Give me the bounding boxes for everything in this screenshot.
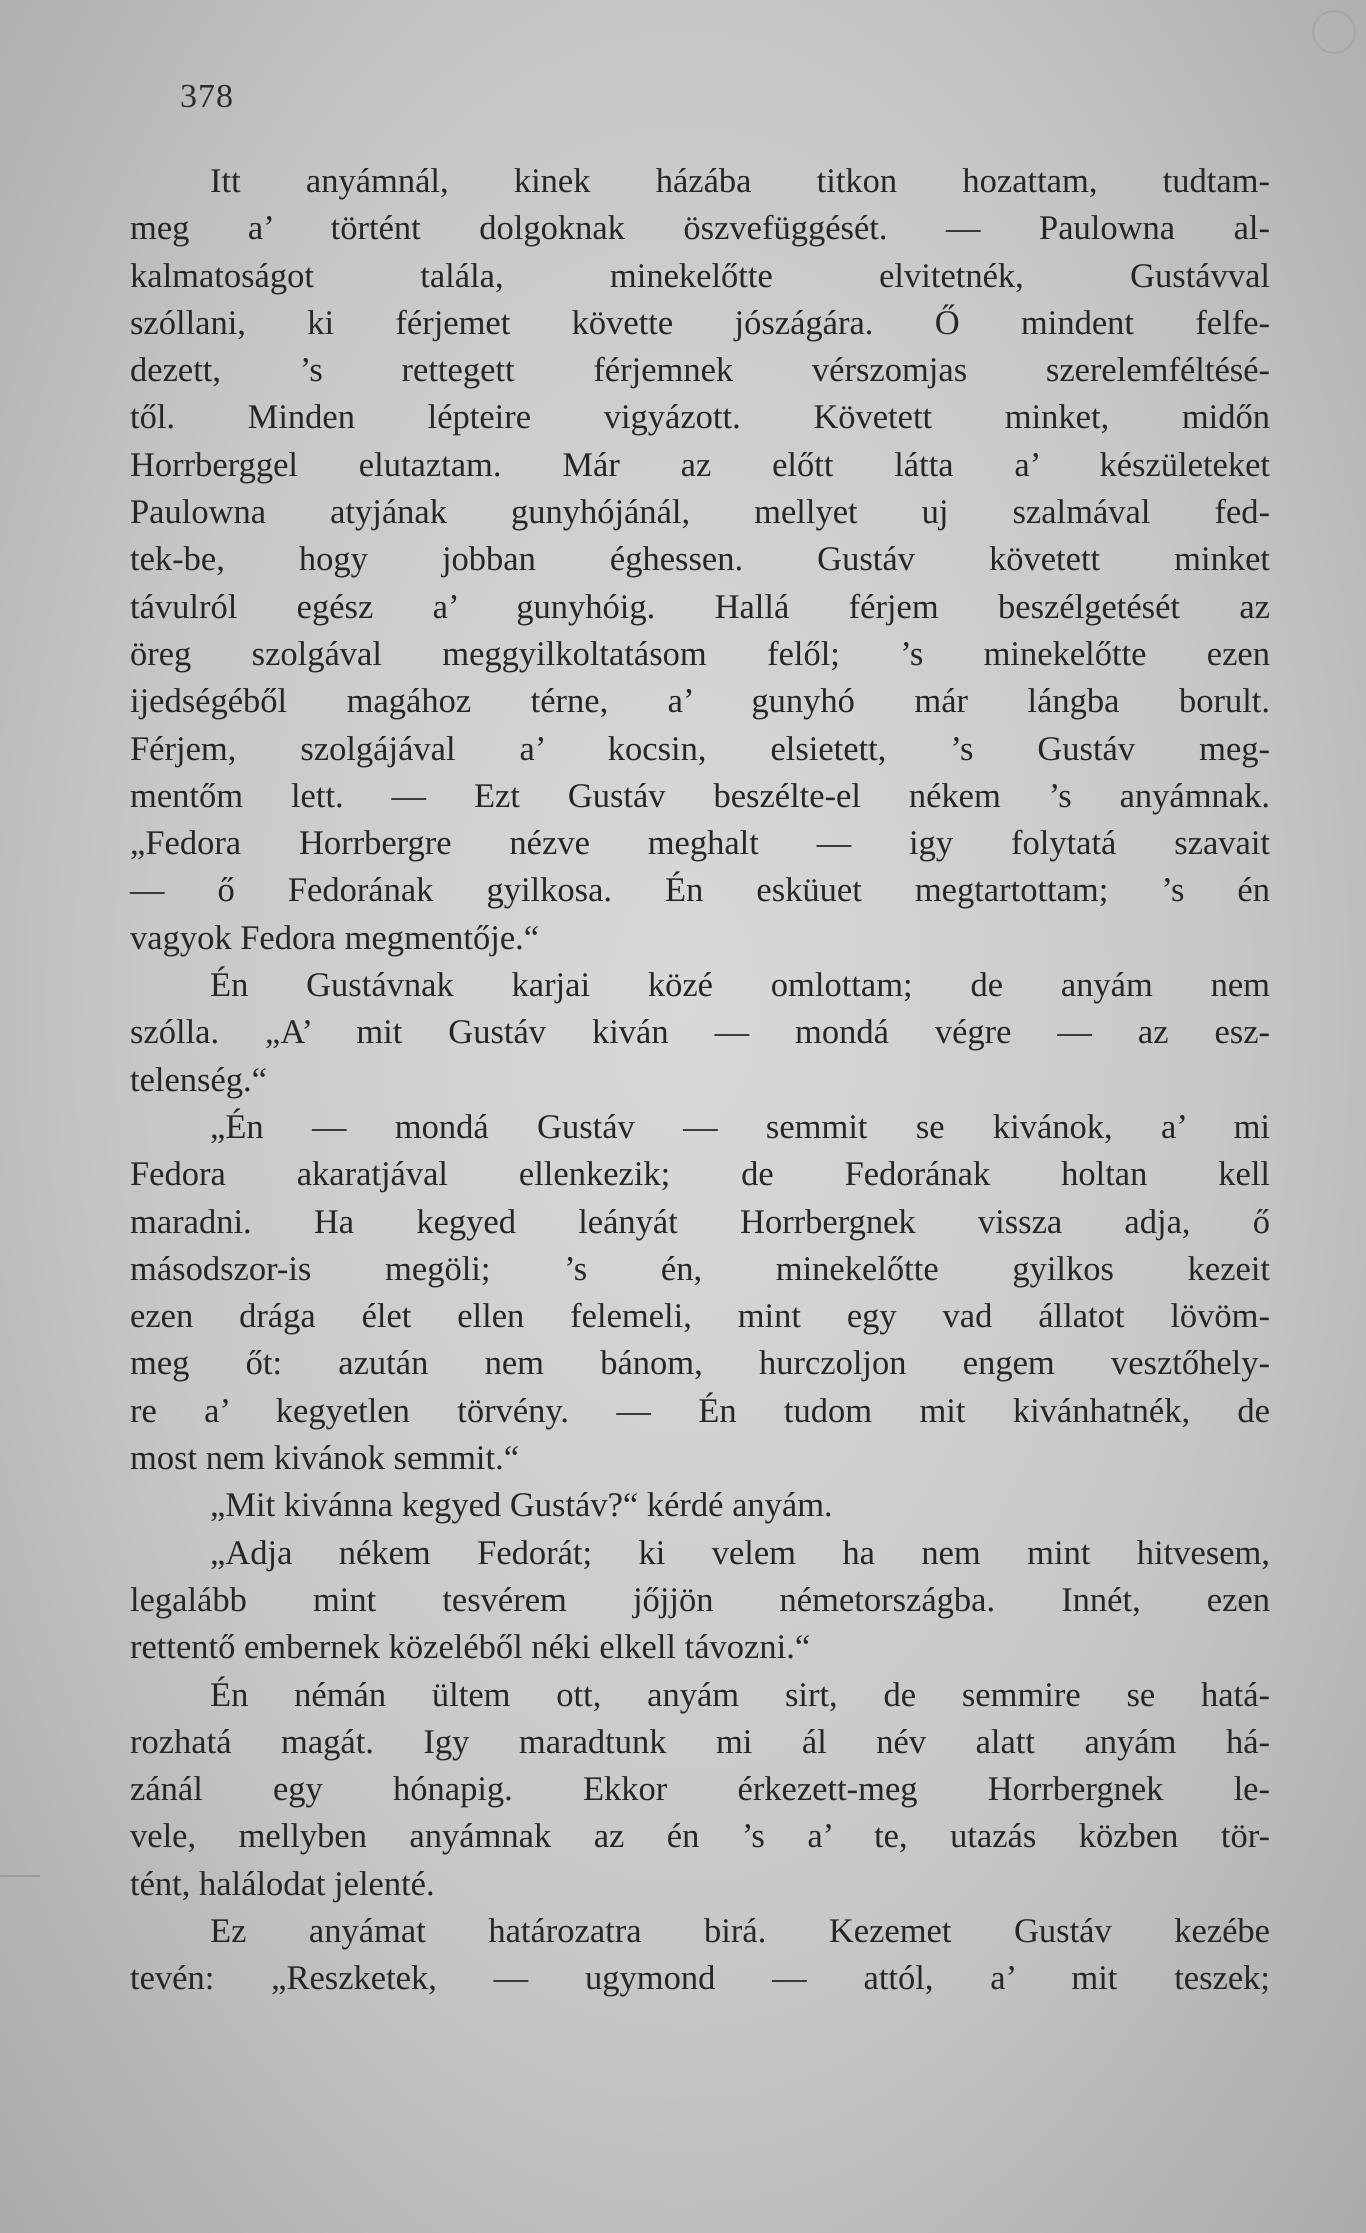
text-line: zánál egy hónapig. Ekkor érkezett-meg Horrbergnek le- [130,1770,1270,1809]
text-line: tevén: „Reszketek, — ugymond — attól, a’ mit teszek; [130,1959,1270,1998]
text-line: Ez anyámat határozatra birá. Kezemet Gustáv kezébe [210,1911,1270,1950]
text-line: Én némán ültem ott, anyám sirt, de semmire se hatá- [210,1675,1270,1714]
text-line: re a’ kegyetlen törvény. — Én tudom mit kivánhatnék, de [130,1391,1270,1430]
text-line: meg a’ történt dolgoknak öszvefüggését. — Paulowna al- [130,209,1270,248]
text-line: Itt anyámnál, kinek házába titkon hozattam, tudtam- [210,162,1270,200]
text-line: „Fedora Horrbergre nézve meghalt — igy folytatá szavait [130,824,1270,863]
text-line: rettentő embernek közeléből néki elkell távozni.“ [130,1628,811,1667]
text-line: Én Gustávnak karjai közé omlottam; de anyám nem [210,966,1270,1005]
text-line: meg őt: azután nem bánom, hurczoljon engem vesztőhely- [130,1344,1270,1383]
text-line: Fedora akaratjával ellenkezik; de Fedorának holtan kell [130,1155,1270,1194]
text-line: ezen drága élet ellen felemeli, mint egy vad állatot lövöm- [130,1297,1270,1336]
text-line: vagyok Fedora megmentője.“ [130,918,540,957]
margin-mark [0,1875,40,1877]
text-line: Paulowna atyjának gunyhójánál, mellyet uj szalmával fed- [130,493,1270,532]
text-line: vele, mellyben anyámnak az én ’s a’ te, utazás közben tör- [130,1817,1270,1856]
text-line: — ő Fedorának gyilkosa. Én esküuet megtartottam; ’s én [130,871,1270,910]
text-line: tek-be, hogy jobban éghessen. Gustáv követett minket [130,540,1270,579]
text-line: távulról egész a’ gunyhóig. Hallá férjem beszélgetését az [130,587,1270,626]
text-line: tént, halálodat jelenté. [130,1864,435,1903]
text-line: most nem kivánok semmit.“ [130,1439,520,1478]
text-line: dezett, ’s rettegett férjemnek vérszomjas szerelemféltésé- [130,351,1270,390]
text-line: maradni. Ha kegyed leányát Horrbergnek vissza adja, ő [130,1202,1270,1241]
text-line: „Mit kivánna kegyed Gustáv?“ kérdé anyám. [210,1486,833,1525]
text-line: Horrberggel elutaztam. Már az előtt látta a’ készületeket [130,445,1270,484]
text-line: mentőm lett. — Ezt Gustáv beszélte-el nékem ’s anyámnak. [130,776,1270,815]
text-line: szóllani, ki férjemet követte jószágára. Ő mindent felfe- [130,303,1270,342]
text-line: Férjem, szolgájával a’ kocsin, elsietett, ’s Gustáv meg- [130,729,1270,768]
text-line: telenség.“ [130,1060,267,1099]
text-line: másodszor-is megöli; ’s én, minekelőtte gyilkos kezeit [130,1249,1270,1288]
text-line: ijedségéből magához térne, a’ gunyhó már lángba borult. [130,682,1270,721]
text-line: rozhatá magát. Igy maradtunk mi ál név alatt anyám há- [130,1722,1270,1761]
text-line: öreg szolgával meggyilkoltatásom felől; ’s minekelőtte ezen [130,634,1270,673]
text-line: kalmatoságot talála, minekelőtte elvitetnék, Gustávval [130,256,1270,295]
corner-blemish [1312,10,1356,54]
text-line: legalább mint tesvérem jőjjön németországba. Innét, ezen [130,1580,1270,1619]
text-line: től. Minden lépteire vigyázott. Követett minket, midőn [130,398,1270,437]
page-number: 378 [180,78,234,115]
text-line: „Adja nékem Fedorát; ki velem ha nem mint hitvesem, [210,1533,1270,1572]
text-line: „Én — mondá Gustáv — semmit se kivánok, a’ mi [210,1107,1270,1146]
body-text [130,158,1270,2003]
text-line: szólla. „A’ mit Gustáv kiván — mondá végre — az esz- [130,1013,1270,1052]
